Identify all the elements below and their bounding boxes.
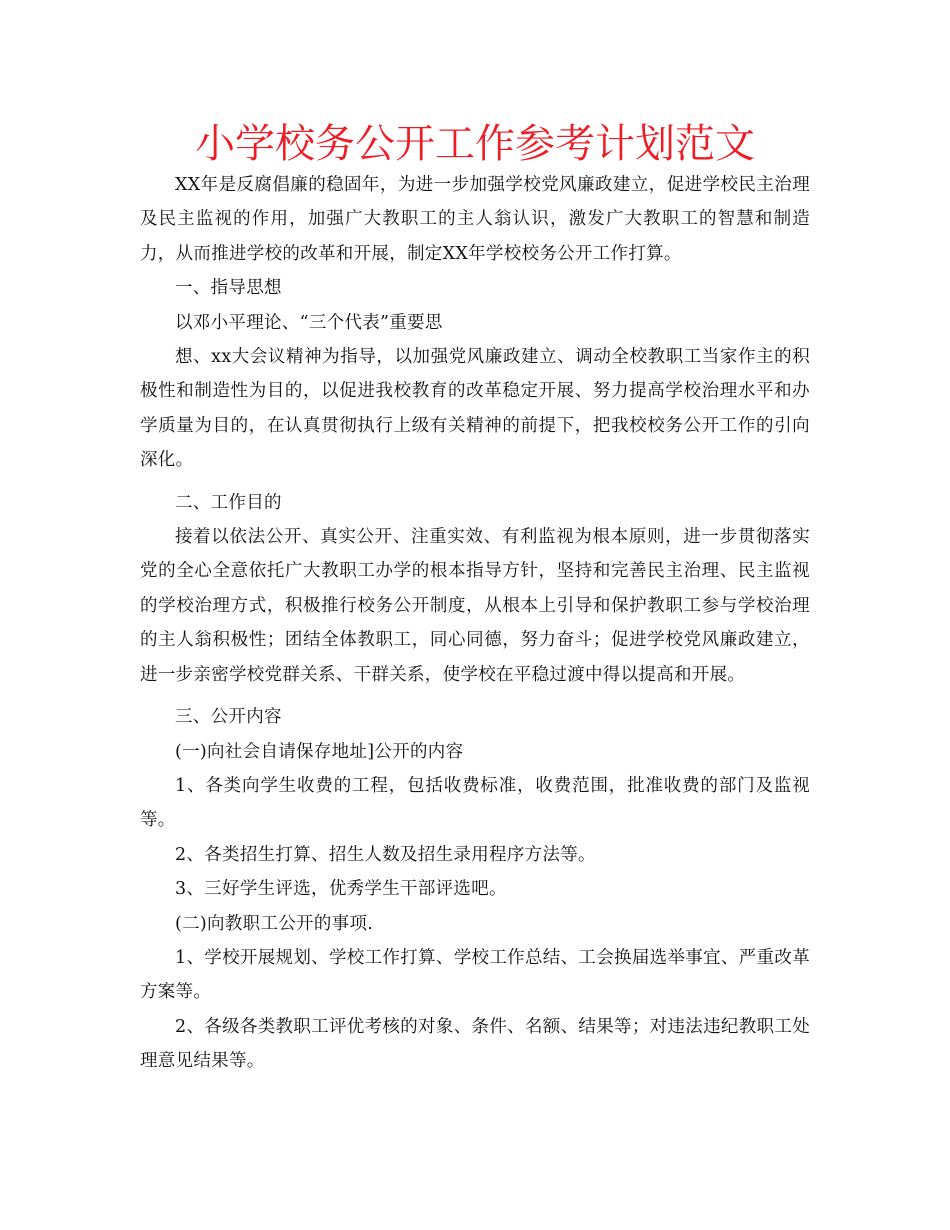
paragraph-theory-line: 以邓小平理论、“三个代表”重要思 (175, 312, 443, 333)
heading-guiding-ideology: 一、指导思想 (175, 278, 282, 299)
list-item-school-plans: 1、学校开展规划、学校工作打算、学校工作总结、工会换届选举事宜、严重改革方案等。 (140, 947, 810, 1003)
paragraph-work-goal: 接着以依法公开、真实公开、注重实效、有利监视为根本原则，进一步贯彻落实党的全心全意依托广大教职工办学的根本指导方针，坚持和完善民主治理、民主监视的学校治理方式，积极推行校务公开制度，从根本上引导和保护教职工参与学校治理的主人翁积极性；团结全体教职工，同心同德，努力奋斗；促进学校党风廉政建立，进一步亲密学校党群关系、干群关系，使学校在平稳过渡中得以提高和开展。 (140, 527, 810, 685)
heading-public-content: 三、公开内容 (175, 707, 282, 728)
list-item-fees: 1、各类向学生收费的工程，包括收费标准，收费范围，批准收费的部门及监视等。 (140, 775, 810, 831)
paragraph-intro: XX年是反腐倡廉的稳固年，为进一步加强学校党风廉政建立，促进学校民主治理及民主监视的作用，加强广大教职工的主人翁认识，激发广大教职工的智慧和制造力，从而推进学校的改革和开展，制定XX年学校校务公开工作打算。 (140, 175, 810, 264)
list-item-student-awards: 3、三好学生评选，优秀学生干部评选吧。 (175, 879, 507, 900)
paragraph-guidance: 想、xx大会议精神为指导，以加强党风廉政建立、调动全校教职工当家作主的积极性和制造性为目的，以促进我校教育的改革稳定开展、努力提高学校治理水平和办学质量为目的，在认真贯彻执行上级有关精神的前提下，把我校校务公开工作的引向深化。 (140, 347, 810, 471)
document-body (140, 168, 810, 1079)
document-title: 小学校务公开工作参考计划范文 (195, 121, 755, 167)
list-item-staff-evaluation: 2、各级各类教职工评优考核的对象、条件、名额、结果等；对违法违纪教职工处理意见结果等。 (140, 1016, 810, 1072)
list-item-enrollment: 2、各类招生打算、招生人数及招生录用程序方法等。 (175, 844, 596, 865)
heading-work-goal: 二、工作目的 (175, 492, 282, 513)
subheading-to-staff: (二)向教职工公开的事项. (175, 913, 374, 934)
subheading-to-society: (一)向社会自请保存地址]公开的内容 (175, 741, 464, 762)
